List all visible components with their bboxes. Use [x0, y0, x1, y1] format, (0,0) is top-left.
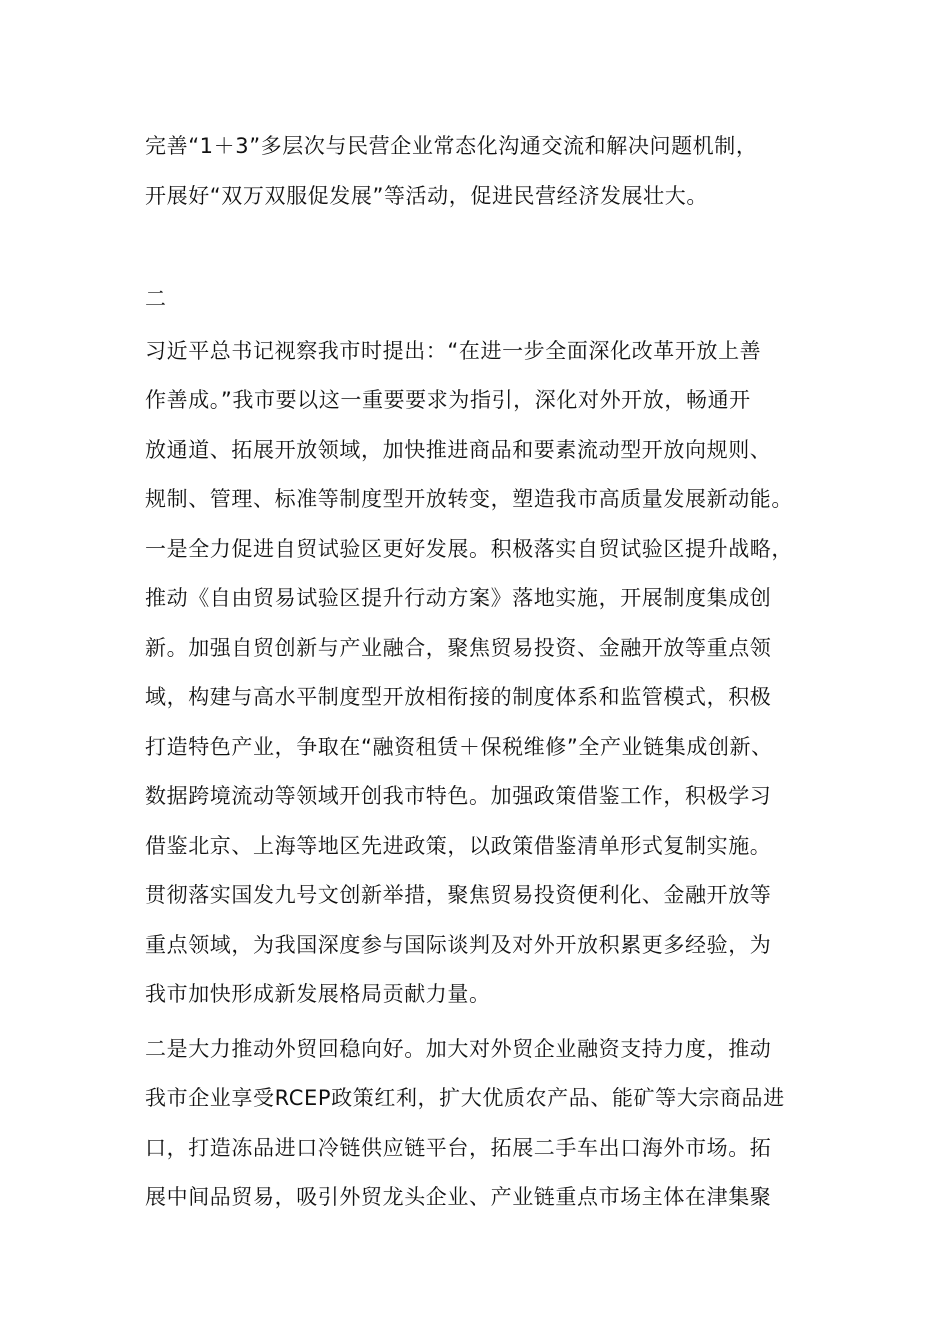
paragraph-free-trade-zone — [145, 525, 845, 1020]
paragraph-private-economy — [145, 122, 845, 221]
text-line: 我市加快形成新发展格局贡献力量。 — [145, 982, 491, 1006]
text-line: 域，构建与高水平制度型开放相衔接的制度体系和监管模式，积极 — [145, 685, 772, 709]
text-line: 新。加强自贸创新与产业融合，聚焦贸易投资、金融开放等重点领 — [145, 635, 772, 660]
text-line: 规制、管理、标准等制度型开放转变，塑造我市高质量发展新动能。 — [145, 487, 793, 511]
text-line: 贯彻落实国发九号文创新举措，聚焦贸易投资便利化、金融开放等 — [145, 883, 772, 907]
paragraph-foreign-trade — [145, 1025, 845, 1223]
text-line: 借鉴北京、上海等地区先进政策，以政策借鉴清单形式复制实施。 — [145, 833, 772, 858]
text-line: 我市企业享受RCEP政策红利，扩大优质农产品、能矿等大宗商品进 — [145, 1086, 785, 1110]
text-line: 开展好“双万双服促发展”等活动，促进民营经济发展壮大。 — [145, 183, 708, 208]
text-line: 重点领域，为我国深度参与国际谈判及对外开放积累更多经验，为 — [145, 932, 772, 957]
text-line: 数据跨境流动等领域开创我市特色。加强政策借鉴工作，积极学习 — [145, 784, 772, 808]
text-line: 口，打造冻品进口冷链供应链平台，拓展二手车出口海外市场。拓 — [145, 1135, 772, 1160]
text-line: 二是大力推动外贸回稳向好。加大对外贸企业融资支持力度，推动 — [145, 1036, 772, 1061]
text-line: 一是全力促进自贸试验区更好发展。积极落实自贸试验区提升战略， — [145, 536, 793, 561]
text-line: 推动《自由贸易试验区提升行动方案》落地实施，开展制度集成创 — [145, 586, 772, 610]
text-line: 完善“1＋3”多层次与民营企业常态化沟通交流和解决问题机制， — [145, 134, 758, 158]
text-line: 放通道、拓展开放领域，加快推进商品和要素流动型开放向规则、 — [145, 437, 772, 462]
text-line: 作善成。”我市要以这一重要要求为指引，深化对外开放，畅通开 — [145, 388, 751, 412]
paragraph-intro — [145, 327, 845, 525]
text-line: 习近平总书记视察我市时提出：“在进一步全面深化改革开放上善 — [145, 338, 762, 363]
section-heading: 二 — [145, 287, 167, 311]
document-page — [145, 122, 845, 1223]
text-line: 打造特色产业，争取在“融资租赁＋保税维修”全产业链集成创新、 — [145, 734, 773, 759]
text-line: 展中间品贸易，吸引外贸龙头企业、产业链重点市场主体在津集聚 — [145, 1185, 772, 1209]
